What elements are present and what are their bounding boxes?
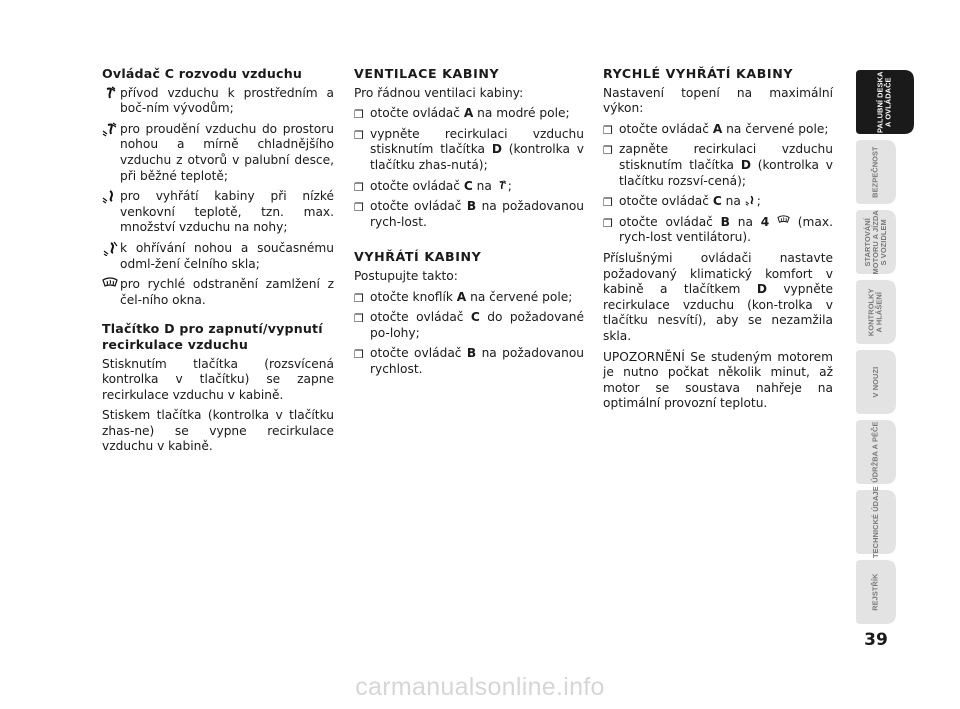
tab-bezpecnost[interactable] <box>856 140 914 204</box>
tab-palubni-deska[interactable] <box>856 70 914 134</box>
bullet-text: na <box>472 178 496 193</box>
section-heading: Tlačítko D pro zapnutí/vypnutí recirkulace vzduchu <box>102 321 323 352</box>
bullet-text: vypněte recirkulaci vzduchu stisknutím tlačítka <box>370 126 584 157</box>
intro-text: Nastavení topení na maximální výkon: <box>603 85 833 116</box>
tab-label-text: KONTROLKY A HLÁŠENÍ <box>866 288 884 336</box>
control-key: C <box>463 178 473 193</box>
checkbox-bullet-icon: ❒ <box>354 201 364 215</box>
list-item <box>354 346 584 377</box>
list-item <box>102 277 334 308</box>
page-number: 39 <box>864 630 888 650</box>
bullet-text: otočte ovládač <box>370 346 467 361</box>
section-heading: Ovládač C rozvodu vzduchu <box>102 66 303 81</box>
bullet-text: na červené pole; <box>466 289 573 304</box>
tab-technicke-udaje[interactable] <box>856 486 914 558</box>
list-item <box>354 179 584 195</box>
checkbox-bullet-icon: ❒ <box>603 144 613 158</box>
list-item <box>354 106 584 122</box>
intro-text: Postupujte takto: <box>354 268 458 283</box>
column-right <box>603 66 833 417</box>
checkbox-bullet-icon: ❒ <box>603 196 613 210</box>
list-item <box>603 122 833 138</box>
control-key: C <box>712 194 722 209</box>
tab-label <box>856 280 896 344</box>
control-key: B <box>466 346 477 361</box>
checkbox-bullet-icon: ❒ <box>603 216 613 230</box>
list-item <box>603 142 833 189</box>
list-item <box>603 215 833 246</box>
list-item <box>102 122 334 184</box>
control-key: B <box>720 214 730 229</box>
tab-label-text: BEZPEČNOST <box>870 146 880 198</box>
control-key: A <box>712 121 723 136</box>
bullet-text: ; <box>756 194 761 209</box>
tab-startovani[interactable] <box>856 210 914 274</box>
watermark: carmanualsonline.info <box>355 673 605 701</box>
air-face-feet-icon <box>102 122 118 137</box>
item-text: k ohřívání nohou a současnému odml-žení čelního skla; <box>120 240 334 271</box>
tab-label <box>856 210 896 274</box>
bullet-text: otočte ovládač <box>370 178 464 193</box>
control-key: B <box>466 199 477 214</box>
tab-label-text: V NOUZI <box>870 366 880 398</box>
tab-label <box>856 420 896 484</box>
bullet-text: na <box>729 214 761 229</box>
list-item <box>354 127 584 174</box>
bullet-text: otočte ovládač <box>619 214 721 229</box>
section-title: VYHŘÁTÍ KABINY <box>354 249 482 265</box>
tab-label-text: PALUBNÍ DESKA A OVLÁDAČE <box>875 71 893 133</box>
control-key: C <box>470 310 480 325</box>
tab-kontrolky[interactable] <box>856 280 914 344</box>
checkbox-bullet-icon: ❒ <box>354 312 364 326</box>
bullet-text: (kontrolka v tlačítku zhas-nutá); <box>370 142 584 172</box>
air-feet-icon <box>745 194 757 207</box>
control-key: A <box>456 289 467 304</box>
tab-label <box>856 350 896 414</box>
defrost-icon <box>102 277 118 292</box>
bullet-text: otočte ovládač <box>619 121 713 136</box>
tab-v-nouzi[interactable] <box>856 350 914 414</box>
control-key: A <box>463 106 474 121</box>
air-feet-icon <box>102 189 118 204</box>
list-item <box>102 241 334 272</box>
list-item <box>102 189 334 236</box>
item-text: přívod vzduchu k prostředním a boč-ním vývodům; <box>120 85 334 116</box>
paragraph-text: vypněte recirkulace vzduchu (kon-trolka v tlačítku nesvítí), aby se nezamžila skla. <box>603 282 833 343</box>
paragraph <box>603 251 833 345</box>
checkbox-bullet-icon: ❒ <box>354 128 364 142</box>
tab-label-text: REJSTŘÍK <box>870 573 880 611</box>
tab-label <box>856 486 896 558</box>
column-middle <box>354 66 584 383</box>
fan-max-icon <box>777 215 790 227</box>
item-text: pro proudění vzduchu do prostoru nohou a mírně chladnějšího vzduchu z otvorů v palubní desce, při běžné teplotě; <box>120 121 334 183</box>
list-item <box>354 199 584 230</box>
bullet-text: do požadované po-lohy; <box>370 310 584 340</box>
section-title: VENTILACE KABINY <box>354 66 500 81</box>
bullet-text: na modré pole; <box>473 106 570 121</box>
list-item <box>354 290 584 306</box>
bullet-text: otočte ovládač <box>370 106 464 121</box>
intro-text: Pro řádnou ventilaci kabiny: <box>354 85 524 100</box>
checkbox-bullet-icon: ❒ <box>603 123 613 137</box>
paragraph: Stisknutím tlačítka (rozsvícená kontrolka v tlačítku) se zapne recirkulace vzduchu v kabině. <box>102 356 334 402</box>
checkbox-bullet-icon: ❒ <box>354 108 364 122</box>
tab-label-text: STARTOVÁNÍ MOTORU A JÍZDA S VOZIDLEM <box>862 209 889 275</box>
bullet-text: otočte ovládač <box>370 310 471 325</box>
bullet-text: zapněte recirkulaci vzduchu stisknutím tlačítka <box>619 142 833 172</box>
checkbox-bullet-icon: ❒ <box>354 291 364 305</box>
checkbox-bullet-icon: ❒ <box>354 348 364 362</box>
tab-label <box>856 70 914 134</box>
paragraph: Stiskem tlačítka (kontrolka v tlačítku zhas-ne) se vypne recirkulace vzduchu v kabině. <box>102 408 334 454</box>
tab-label <box>856 560 896 624</box>
air-face-icon <box>102 86 118 101</box>
control-key: D <box>756 282 767 297</box>
tab-label <box>856 140 896 204</box>
bullet-text: ; <box>507 178 512 193</box>
air-feet-windscreen-icon <box>102 241 118 256</box>
list-item <box>354 310 584 341</box>
bullet-text: na <box>721 194 745 209</box>
tab-udrzba[interactable] <box>856 420 914 484</box>
list-item <box>603 194 833 210</box>
bullet-text: na červené pole; <box>722 121 829 136</box>
section-title: RYCHLÉ VYHŘÁTÍ KABINY <box>603 66 794 81</box>
tab-label-text: ÚDRŽBA A PÉČE <box>870 421 880 483</box>
list-item <box>102 86 334 117</box>
bullet-text: na požadovanou rychlost. <box>370 346 584 376</box>
tab-rejstrik[interactable] <box>856 560 914 624</box>
tab-label-text: TECHNICKÉ ÚDAJE <box>870 486 880 558</box>
checkbox-bullet-icon: ❒ <box>354 180 364 194</box>
bullet-text: na požadovanou rych-lost. <box>370 199 584 229</box>
control-key: D <box>491 142 502 157</box>
paragraph-text: Příslušnými ovládači nastavte požadovaný klimatický komfort v kabině a tlačítkem <box>603 250 833 297</box>
item-text: pro rychlé odstranění zamlžení z čel-ního okna. <box>120 277 334 307</box>
bullet-text: (max. rych-lost ventilátoru). <box>619 214 833 245</box>
air-face-icon <box>496 179 508 192</box>
column-left <box>102 66 334 460</box>
control-key: D <box>740 157 751 172</box>
bullet-text: otočte ovládač <box>619 194 713 209</box>
control-key: 4 <box>760 214 770 229</box>
bullet-text: otočte ovládač <box>370 199 467 214</box>
bullet-text: otočte knoflík <box>370 289 457 304</box>
paragraph: UPOZORNĚNÍ Se studeným motorem je nutno počkat několik minut, až motor se soustava nahřeje na optimální provozní teplotu. <box>603 349 833 411</box>
bullet-text: (kontrolka v tlačítku rozsví-cená); <box>619 157 833 188</box>
chapter-tabs <box>856 70 914 630</box>
item-text: pro vyhřátí kabiny při nízké venkovní teplotě, tzn. max. množství vzduchu na nohy; <box>120 189 334 235</box>
